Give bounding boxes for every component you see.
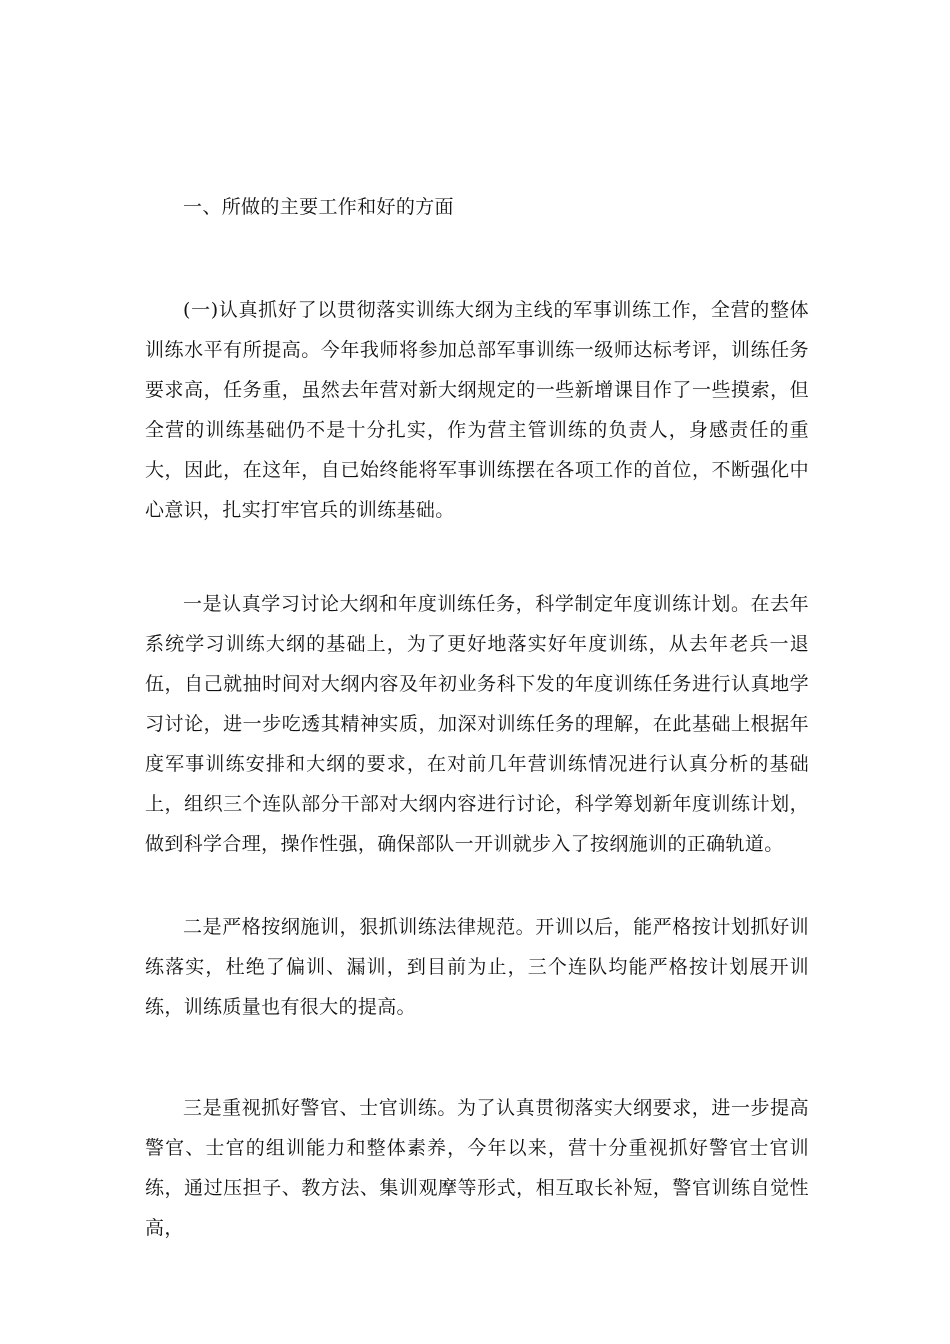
paragraph-standard-training: 二是严格按纲施训，狠抓训练法律规范。开训以后，能严格按计划抓好训练落实，杜绝了偏训、漏训，到目前为止，三个连队均能严格按计划展开训练，训练质量也有很大的提高。 bbox=[145, 916, 809, 1018]
paragraph-training-plan: 一是认真学习讨论大纲和年度训练任务，科学制定年度训练计划。在去年系统学习训练大纲的基础上，为了更好地落实好年度训练，从去年老兵一退伍，自己就抽时间对大纲内容及年初业务科下发的年度训练任务进行认真地学习讨论，进一步吃透其精神实质，加深对训练任务的理解，在此基础上根据年度军事训练安排和大纲的要求，在对前几年营训练情况进行认真分析的基础上，组织三个连队部分干部对大纲内容进行讨论，科学筹划新年度训练计划，做到科学合理，操作性强，确保部队一开训就步入了按纲施训的正确轨道。 bbox=[145, 593, 809, 855]
paragraph-officer-training: 三是重视抓好警官、士官训练。为了认真贯彻落实大纲要求，进一步提高警官、士官的组训能力和整体素养，今年以来，营十分重视抓好警官士官训练，通过压担子、教方法、集训观摩等形式，相互取长补短，警官训练自觉性高， bbox=[145, 1097, 809, 1239]
paragraph-military-training: (一)认真抓好了以贯彻落实训练大纲为主线的军事训练工作，全营的整体训练水平有所提高。今年我师将参加总部军事训练一级师达标考评，训练任务要求高，任务重，虽然去年营对新大纲规定的一些新增课目作了一些摸索，但全营的训练基础仍不是十分扎实，作为营主管训练的负责人，身感责任的重大，因此，在这年，自已始终能将军事训练摆在各项工作的首位，不断强化中心意识，扎实打牢官兵的训练基础。 bbox=[145, 299, 809, 521]
section-heading: 一、所做的主要工作和好的方面 bbox=[183, 196, 454, 218]
